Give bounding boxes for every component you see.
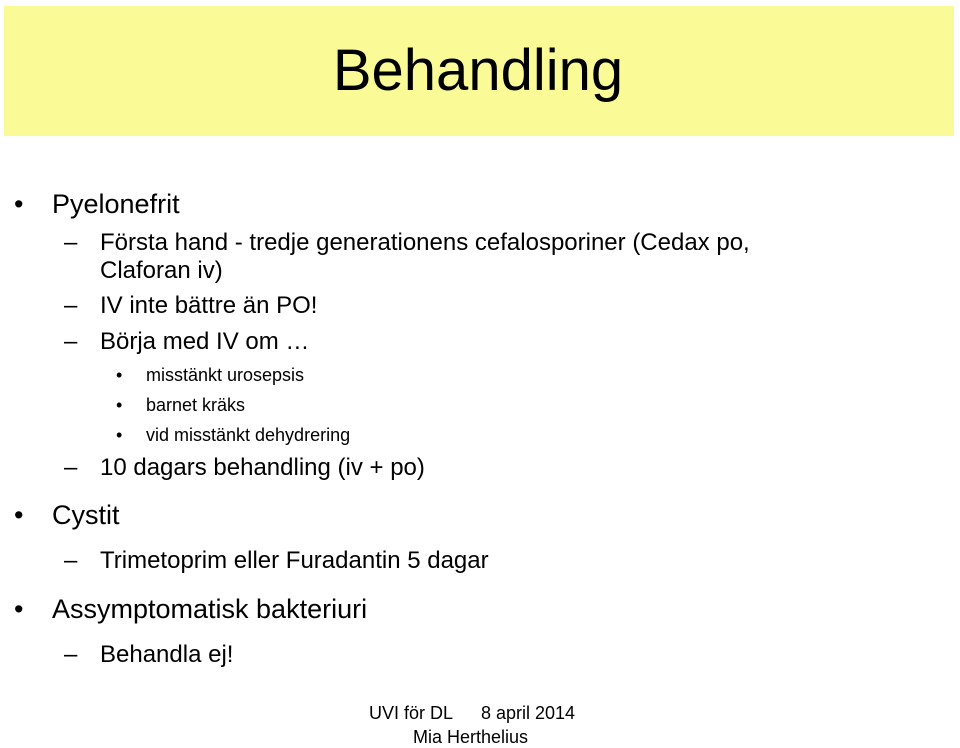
subbullet-text: 10 dagars behandling (iv + po) <box>100 454 425 481</box>
bullet-text: Cystit <box>52 500 120 530</box>
bullet-icon: • <box>116 395 123 415</box>
subbullet-text-line1: Första hand - tredje generationens cefalosporiner (Cedax po, <box>100 229 750 256</box>
footer-date: 8 april 2014 <box>481 703 576 723</box>
dash-icon: – <box>64 454 78 481</box>
subbullet-text-line2: Claforan iv) <box>100 257 223 284</box>
dash-icon: – <box>64 292 78 319</box>
bullet-icon: • <box>116 425 123 445</box>
dash-icon: – <box>64 641 78 668</box>
bullet-icon: • <box>116 365 123 385</box>
subbullet-text: IV inte bättre än PO! <box>100 292 318 319</box>
subbullet-text: Trimetoprim eller Furadantin 5 dagar <box>100 547 489 574</box>
bullet-text: Pyelonefrit <box>52 189 180 219</box>
bullet-icon: • <box>14 500 24 530</box>
footer-course: UVI för DL <box>369 703 454 723</box>
footer-author: Mia Herthelius <box>413 727 529 747</box>
slide-title: Behandling <box>332 38 624 103</box>
dash-icon: – <box>64 547 78 574</box>
reason-text: misstänkt urosepsis <box>146 365 305 385</box>
dash-icon: – <box>64 229 78 256</box>
reason-text: vid misstänkt dehydrering <box>146 425 351 445</box>
subbullet-text: Behandla ej! <box>100 641 234 668</box>
bullet-icon: • <box>14 594 24 624</box>
subbullet-text: Börja med IV om … <box>100 328 310 355</box>
bullet-text: Assymptomatisk bakteriuri <box>52 594 368 624</box>
bullet-icon: • <box>14 189 24 219</box>
reason-text: barnet kräks <box>146 395 246 415</box>
dash-icon: – <box>64 328 78 355</box>
